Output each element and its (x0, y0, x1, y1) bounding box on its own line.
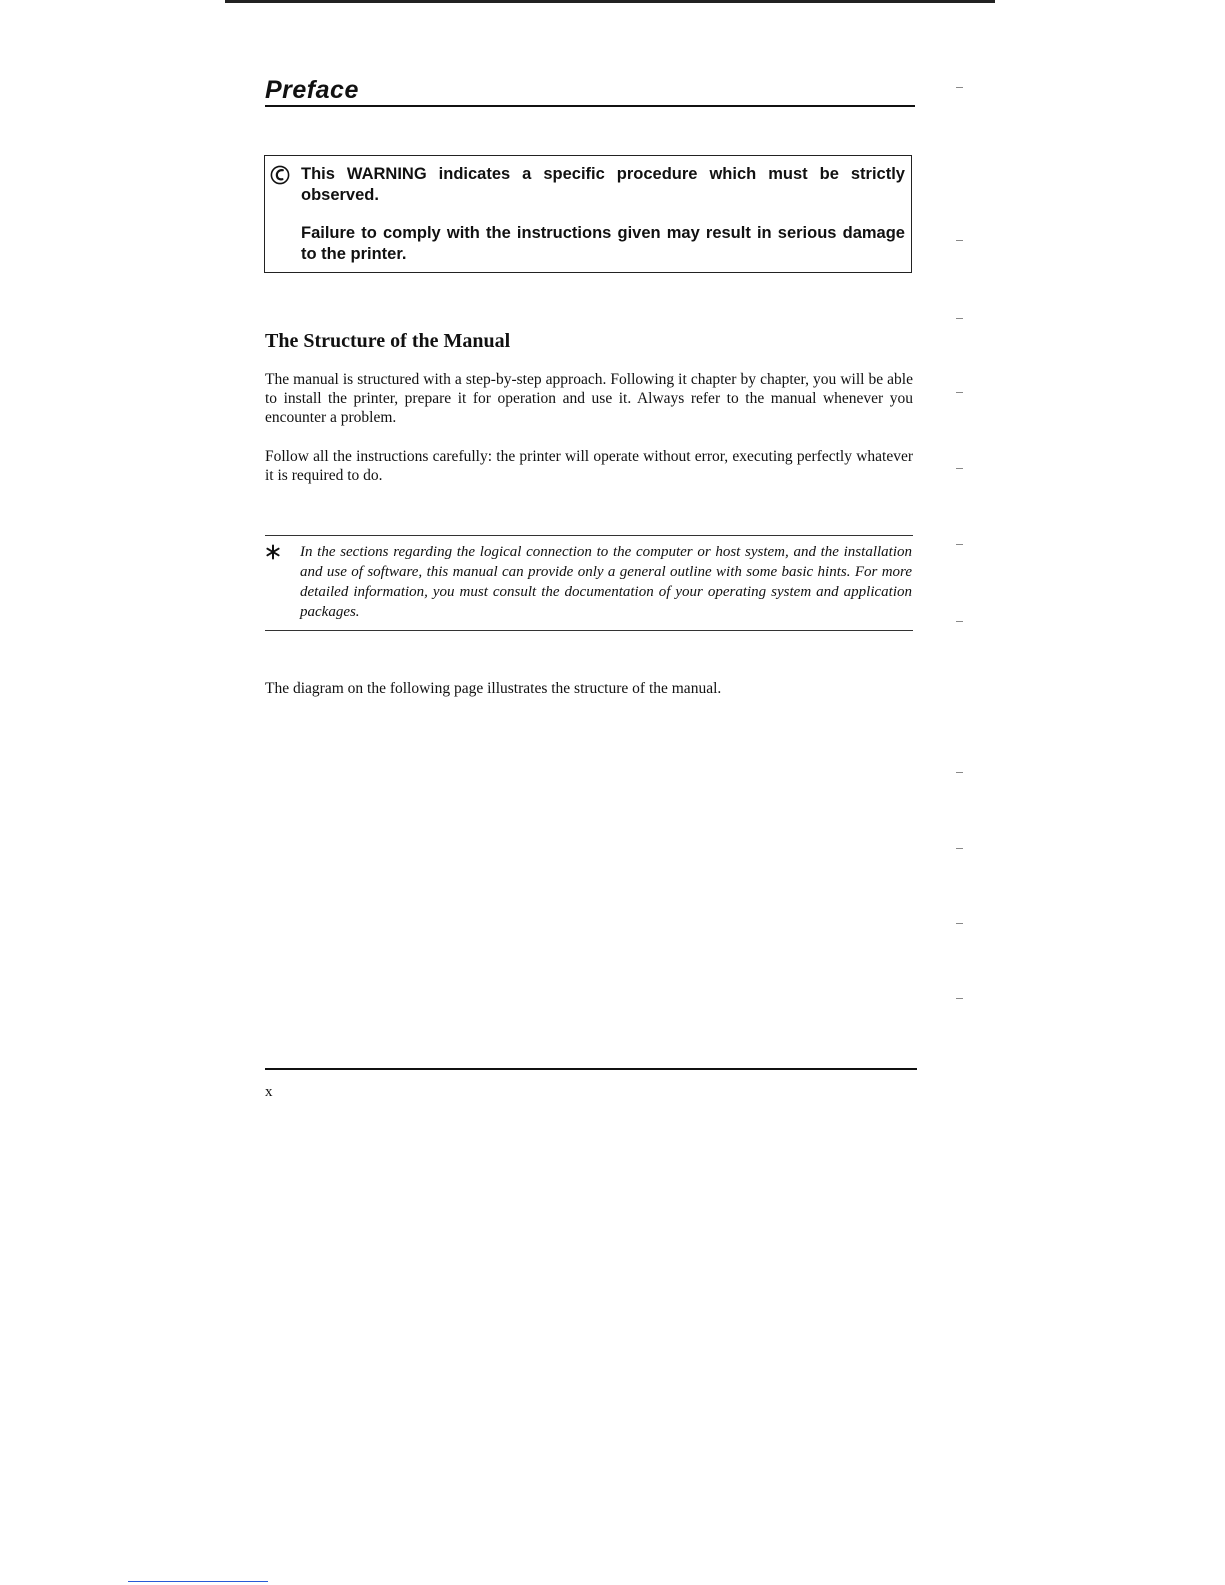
margin-mark (956, 998, 963, 999)
margin-mark (956, 240, 963, 241)
body-paragraph: Follow all the instructions carefully: the printer will operate without error, executing perfectly whatever it is required to do. (265, 448, 913, 484)
note-bottom-rule (265, 630, 913, 631)
warning-hand-icon (270, 165, 290, 185)
margin-mark (956, 87, 963, 88)
header-rule (265, 105, 915, 107)
section-heading: The Structure of the Manual (265, 330, 511, 352)
footer-rule (265, 1068, 917, 1070)
margin-mark (956, 923, 963, 924)
body-paragraph: The manual is structured with a step-by-step approach. Following it chapter by chapter, you will be able to install the printer, prepare it for operation and use it. Always refer to the manual whenever you encounter a problem. (265, 371, 913, 426)
page-number: x (265, 1084, 273, 1100)
note-text: In the sections regarding the logical connection to the computer or host system, and the installation and use of software, this manual can provide only a general outline with some basic hints. For more detailed information, you must consult the documentation of your operating system and application packages. (300, 544, 912, 620)
scan-edge-line (128, 1581, 268, 1582)
warning-paragraph: Failure to comply with the instructions given may result in serious damage to the printer. (301, 224, 905, 263)
margin-mark (956, 621, 963, 622)
asterisk-icon (265, 544, 281, 560)
page-title: Preface (265, 76, 359, 104)
top-edge-rule (225, 0, 995, 3)
margin-mark (956, 468, 963, 469)
margin-mark (956, 848, 963, 849)
warning-paragraph: This WARNING indicates a specific procedure which must be strictly observed. (301, 165, 905, 204)
margin-mark (956, 772, 963, 773)
warning-box (264, 155, 912, 273)
closing-paragraph: The diagram on the following page illustrates the structure of the manual. (265, 680, 722, 697)
note-top-rule (265, 535, 913, 536)
margin-mark (956, 544, 963, 545)
margin-mark (956, 392, 963, 393)
margin-mark (956, 318, 963, 319)
